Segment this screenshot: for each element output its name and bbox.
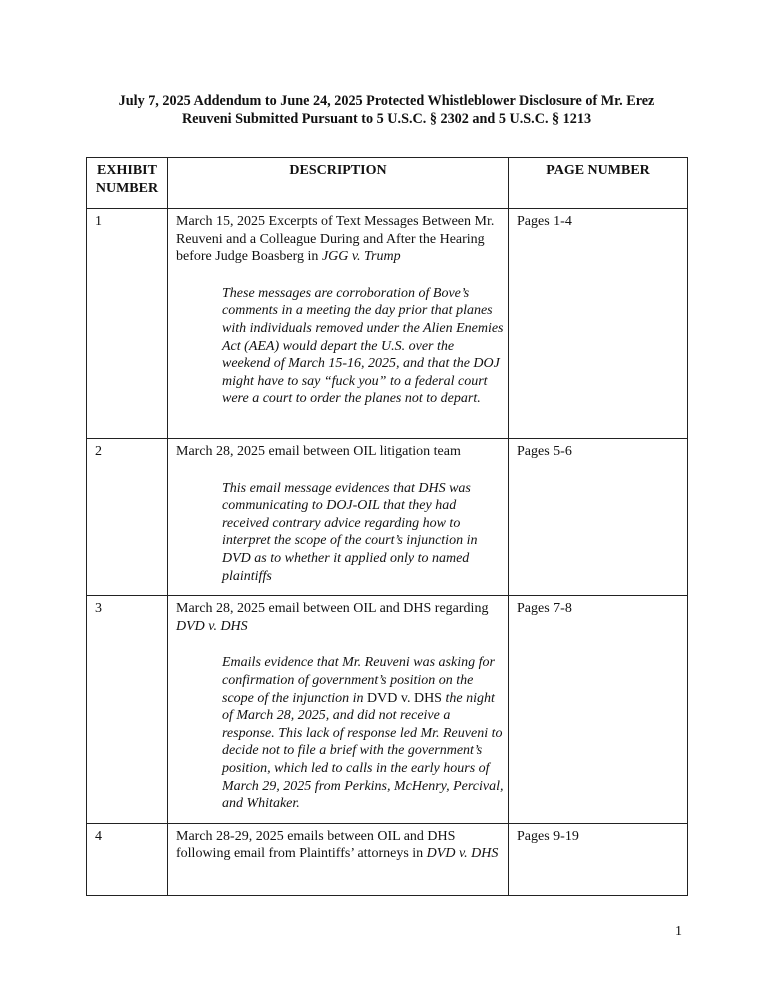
exhibit-table: [86, 157, 688, 896]
exhibit-description: [168, 823, 509, 895]
description-text: March 28, 2025 email between OIL litigation team: [176, 444, 461, 459]
description-text: March 28-29, 2025 emails between OIL and DHS following email from Plaintiffs’ attorneys in DVD v. DHS: [176, 828, 499, 862]
exhibit-number: 2: [87, 439, 168, 596]
exhibit-description: [168, 596, 509, 824]
exhibit-number: 1: [87, 209, 168, 439]
exhibit-number: 4: [87, 823, 168, 895]
description-text: March 28, 2025 email between OIL and DHS regarding DVD v. DHS: [176, 601, 489, 634]
exhibit-pages: Pages 7-8: [509, 596, 688, 824]
table-row: [87, 209, 688, 439]
table-header-row: [87, 158, 688, 209]
description-text: March 15, 2025 Excerpts of Text Messages Between Mr. Reuveni and a Colleague During and After the Hearing before Judge Boasberg in JGG v. Trump: [176, 214, 495, 265]
exhibit-pages: Pages 5-6: [509, 439, 688, 596]
exhibit-number: 3: [87, 596, 168, 824]
table-row: [87, 823, 688, 895]
exhibit-pages: Pages 9-19: [509, 823, 688, 895]
exhibit-note: Emails evidence that Mr. Reuveni was asking for confirmation of government’s position on the scope of the injunction in DVD v. DHS the night of March 28, 2025, and did not receive a response. This lack of response led Mr. Reuveni to decide not to file a brief with the government’s position, which led to calls in the early hours of March 29, 2025 from Perkins, McHenry, Percival, and Whitaker.: [222, 655, 504, 812]
header-description: DESCRIPTION: [168, 158, 509, 209]
exhibit-description: [168, 439, 509, 596]
header-exhibit-number: EXHIBIT NUMBER: [87, 158, 168, 209]
title-line-2: Reuveni Submitted Pursuant to 5 U.S.C. § 2302 and 5 U.S.C. § 1213: [181, 111, 592, 127]
document-title: [60, 92, 713, 128]
exhibit-description: [168, 209, 509, 439]
table-row: [87, 596, 688, 824]
header-page-number: PAGE NUMBER: [509, 158, 688, 209]
page-number: 1: [675, 924, 682, 939]
exhibit-pages: Pages 1-4: [509, 209, 688, 439]
exhibit-note: These messages are corroboration of Bove’s comments in a meeting the day prior that planes with individuals removed under the Alien Enemies Act (AEA) would depart the U.S. over the weekend of March 15-16, 2025, and that the DOJ might have to say “fuck you” to a federal court were a court to order the planes not to depart.: [222, 285, 504, 407]
table-row: [87, 439, 688, 596]
title-line-1: July 7, 2025 Addendum to June 24, 2025 Protected Whistleblower Disclosure of Mr. Erez: [118, 93, 655, 109]
exhibit-note: This email message evidences that DHS was communicating to DOJ-OIL that they had received contrary advice regarding how to interpret the scope of the court’s injunction in DVD as to whether it applied only to named plaintiffs: [222, 480, 478, 584]
